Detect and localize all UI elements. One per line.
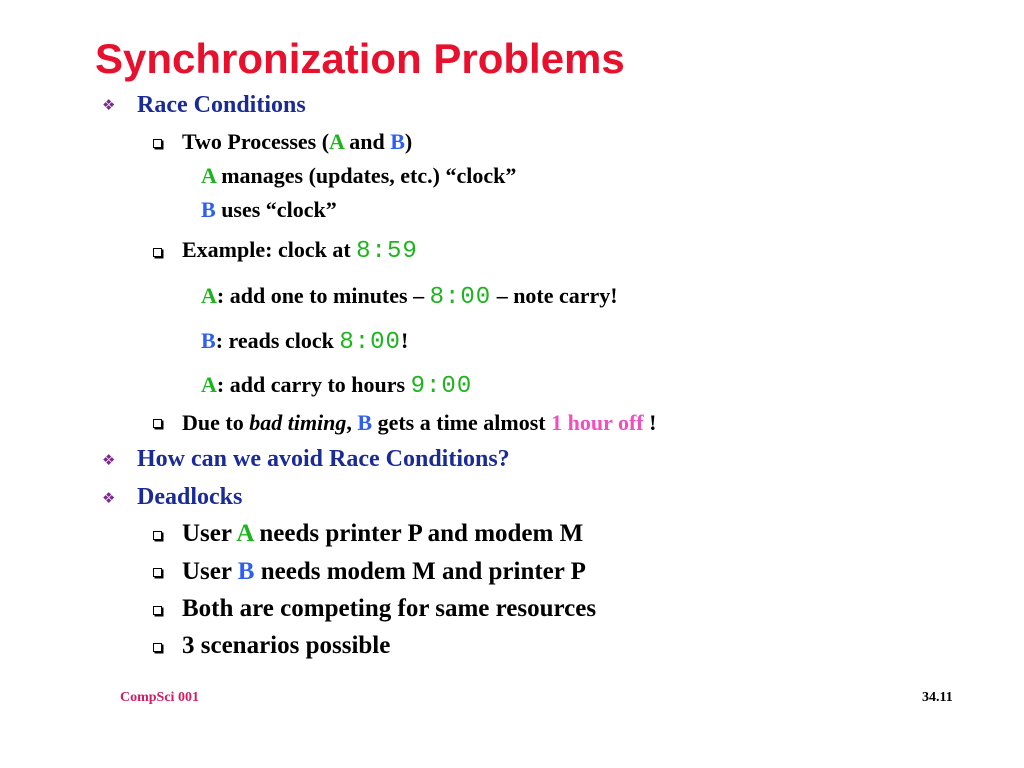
list-item-step-a-add-carry: A: add carry to hours 9:00	[201, 372, 473, 400]
list-item-scenarios: 3 scenarios possible	[182, 632, 391, 659]
list-item-step-a-add-minute: A: add one to minutes – 8:00 – note carry!	[201, 283, 618, 311]
diamond-bullet-icon: ❖	[102, 451, 116, 469]
heading-race-conditions: Race Conditions	[137, 92, 306, 118]
list-item-example-clock: Example: clock at 8:59	[182, 237, 418, 265]
list-item-a-manages-clock: A manages (updates, etc.) “clock”	[201, 163, 517, 188]
list-item-b-uses-clock: B uses “clock”	[201, 197, 337, 222]
heading-avoid-race-conditions: How can we avoid Race Conditions?	[137, 446, 510, 472]
footer-page-number: 34.11	[922, 690, 953, 705]
diamond-bullet-icon: ❖	[102, 96, 116, 114]
list-item-competing: Both are competing for same resources	[182, 595, 597, 622]
diamond-bullet-icon: ❖	[102, 489, 116, 507]
square-bullet-icon	[153, 139, 162, 148]
heading-deadlocks: Deadlocks	[137, 484, 243, 510]
list-item-two-processes: Two Processes (A and B)	[182, 129, 413, 154]
footer-course: CompSci 001	[120, 690, 199, 705]
list-item-bad-timing: Due to bad timing, B gets a time almost 1 hour off !	[182, 410, 657, 435]
square-bullet-icon	[153, 568, 162, 577]
list-item-user-a: User A needs printer P and modem M	[182, 520, 584, 547]
square-bullet-icon	[153, 531, 162, 540]
square-bullet-icon	[153, 606, 162, 615]
list-item-step-b-reads-clock: B: reads clock 8:00!	[201, 328, 409, 356]
square-bullet-icon	[153, 248, 162, 257]
list-item-user-b: User B needs modem M and printer P	[182, 558, 586, 585]
page-title: Synchronization Problems	[95, 35, 625, 82]
square-bullet-icon	[153, 643, 162, 652]
square-bullet-icon	[153, 419, 162, 428]
